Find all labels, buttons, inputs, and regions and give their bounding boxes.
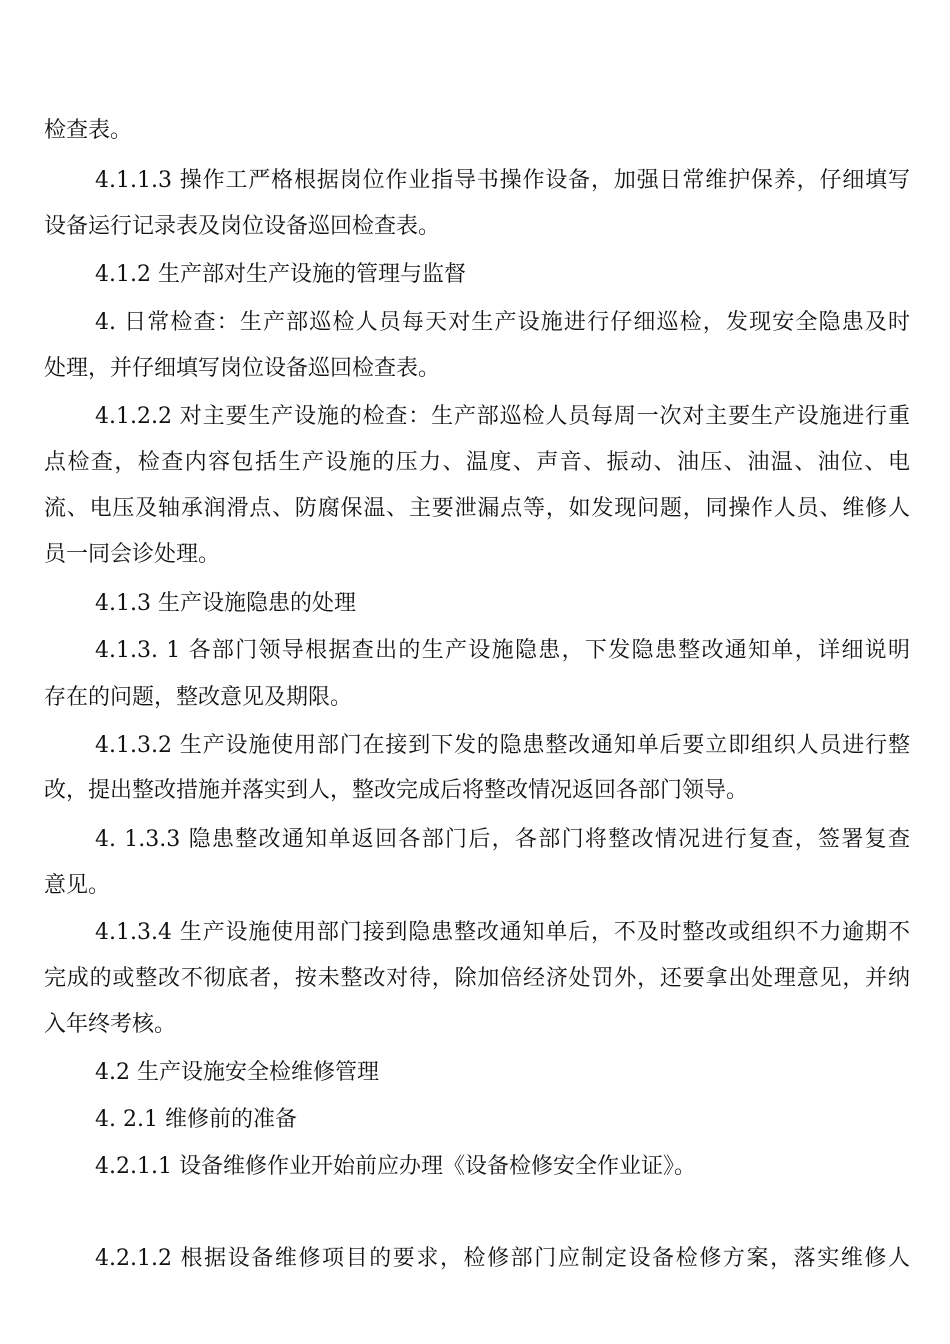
paragraph-5-line-0: 4.1.3 生产设施隐患的处理 bbox=[95, 591, 356, 616]
paragraph-2-line-0: 4.1.2 生产部对生产设施的管理与监督 bbox=[95, 262, 466, 287]
paragraph-9-line-0: 4.1.3.4 生产设施使用部门接到隐患整改通知单后，不及时整改或组织不力逾期不 bbox=[95, 920, 910, 945]
paragraph-3-line-1: 处理，并仔细填写岗位设备巡回检查表。 bbox=[44, 356, 441, 381]
paragraph-4-line-1: 点检查，检查内容包括生产设施的压力、温度、声音、振动、油压、油温、油位、电 bbox=[44, 450, 910, 475]
paragraph-6-line-0: 4.1.3. 1 各部门领导根据查出的生产设施隐患，下发隐患整改通知单，详细说明 bbox=[95, 638, 910, 663]
paragraph-9-line-1: 完成的或整改不彻底者，按未整改对待，除加倍经济处罚外，还要拿出处理意见，并纳 bbox=[44, 966, 910, 991]
paragraph-8-line-0: 4. 1.3.3 隐患整改通知单返回各部门后，各部门将整改情况进行复查，签署复查 bbox=[95, 827, 910, 852]
paragraph-4-line-0: 4.1.2.2 对主要生产设施的检查：生产部巡检人员每周一次对主要生产设施进行重 bbox=[95, 404, 910, 429]
paragraph-1-line-0: 4.1.1.3 操作工严格根据岗位作业指导书操作设备，加强日常维护保养，仔细填写 bbox=[95, 168, 910, 193]
paragraph-12-line-0: 4.2.1.1 设备维修作业开始前应办理《设备检修安全作业证》。 bbox=[95, 1154, 696, 1179]
paragraph-6-line-1: 存在的问题，整改意见及期限。 bbox=[44, 685, 353, 710]
paragraph-10-line-0: 4.2 生产设施安全检维修管理 bbox=[95, 1060, 379, 1085]
paragraph-0-line-0: 检查表。 bbox=[44, 118, 133, 143]
paragraph-11-line-0: 4. 2.1 维修前的准备 bbox=[95, 1107, 297, 1132]
paragraph-7-line-1: 改，提出整改措施并落实到人，整改完成后将整改情况返回各部门领导。 bbox=[44, 778, 749, 803]
paragraph-9-line-2: 入年终考核。 bbox=[44, 1012, 177, 1037]
paragraph-8-line-1: 意见。 bbox=[44, 873, 111, 898]
paragraph-4-line-2: 流、电压及轴承润滑点、防腐保温、主要泄漏点等，如发现问题，同操作人员、维修人 bbox=[44, 496, 910, 521]
paragraph-4-line-3: 员一同会诊处理。 bbox=[44, 542, 221, 567]
paragraph-7-line-0: 4.1.3.2 生产设施使用部门在接到下发的隐患整改通知单后要立即组织人员进行整 bbox=[95, 733, 910, 758]
paragraph-13-line-0: 4.2.1.2 根据设备维修项目的要求，检修部门应制定设备检修方案，落实维修人 bbox=[95, 1246, 910, 1271]
paragraph-3-line-0: 4. 日常检查：生产部巡检人员每天对生产设施进行仔细巡检，发现安全隐患及时 bbox=[95, 310, 910, 335]
paragraph-1-line-1: 设备运行记录表及岗位设备巡回检查表。 bbox=[44, 214, 441, 239]
